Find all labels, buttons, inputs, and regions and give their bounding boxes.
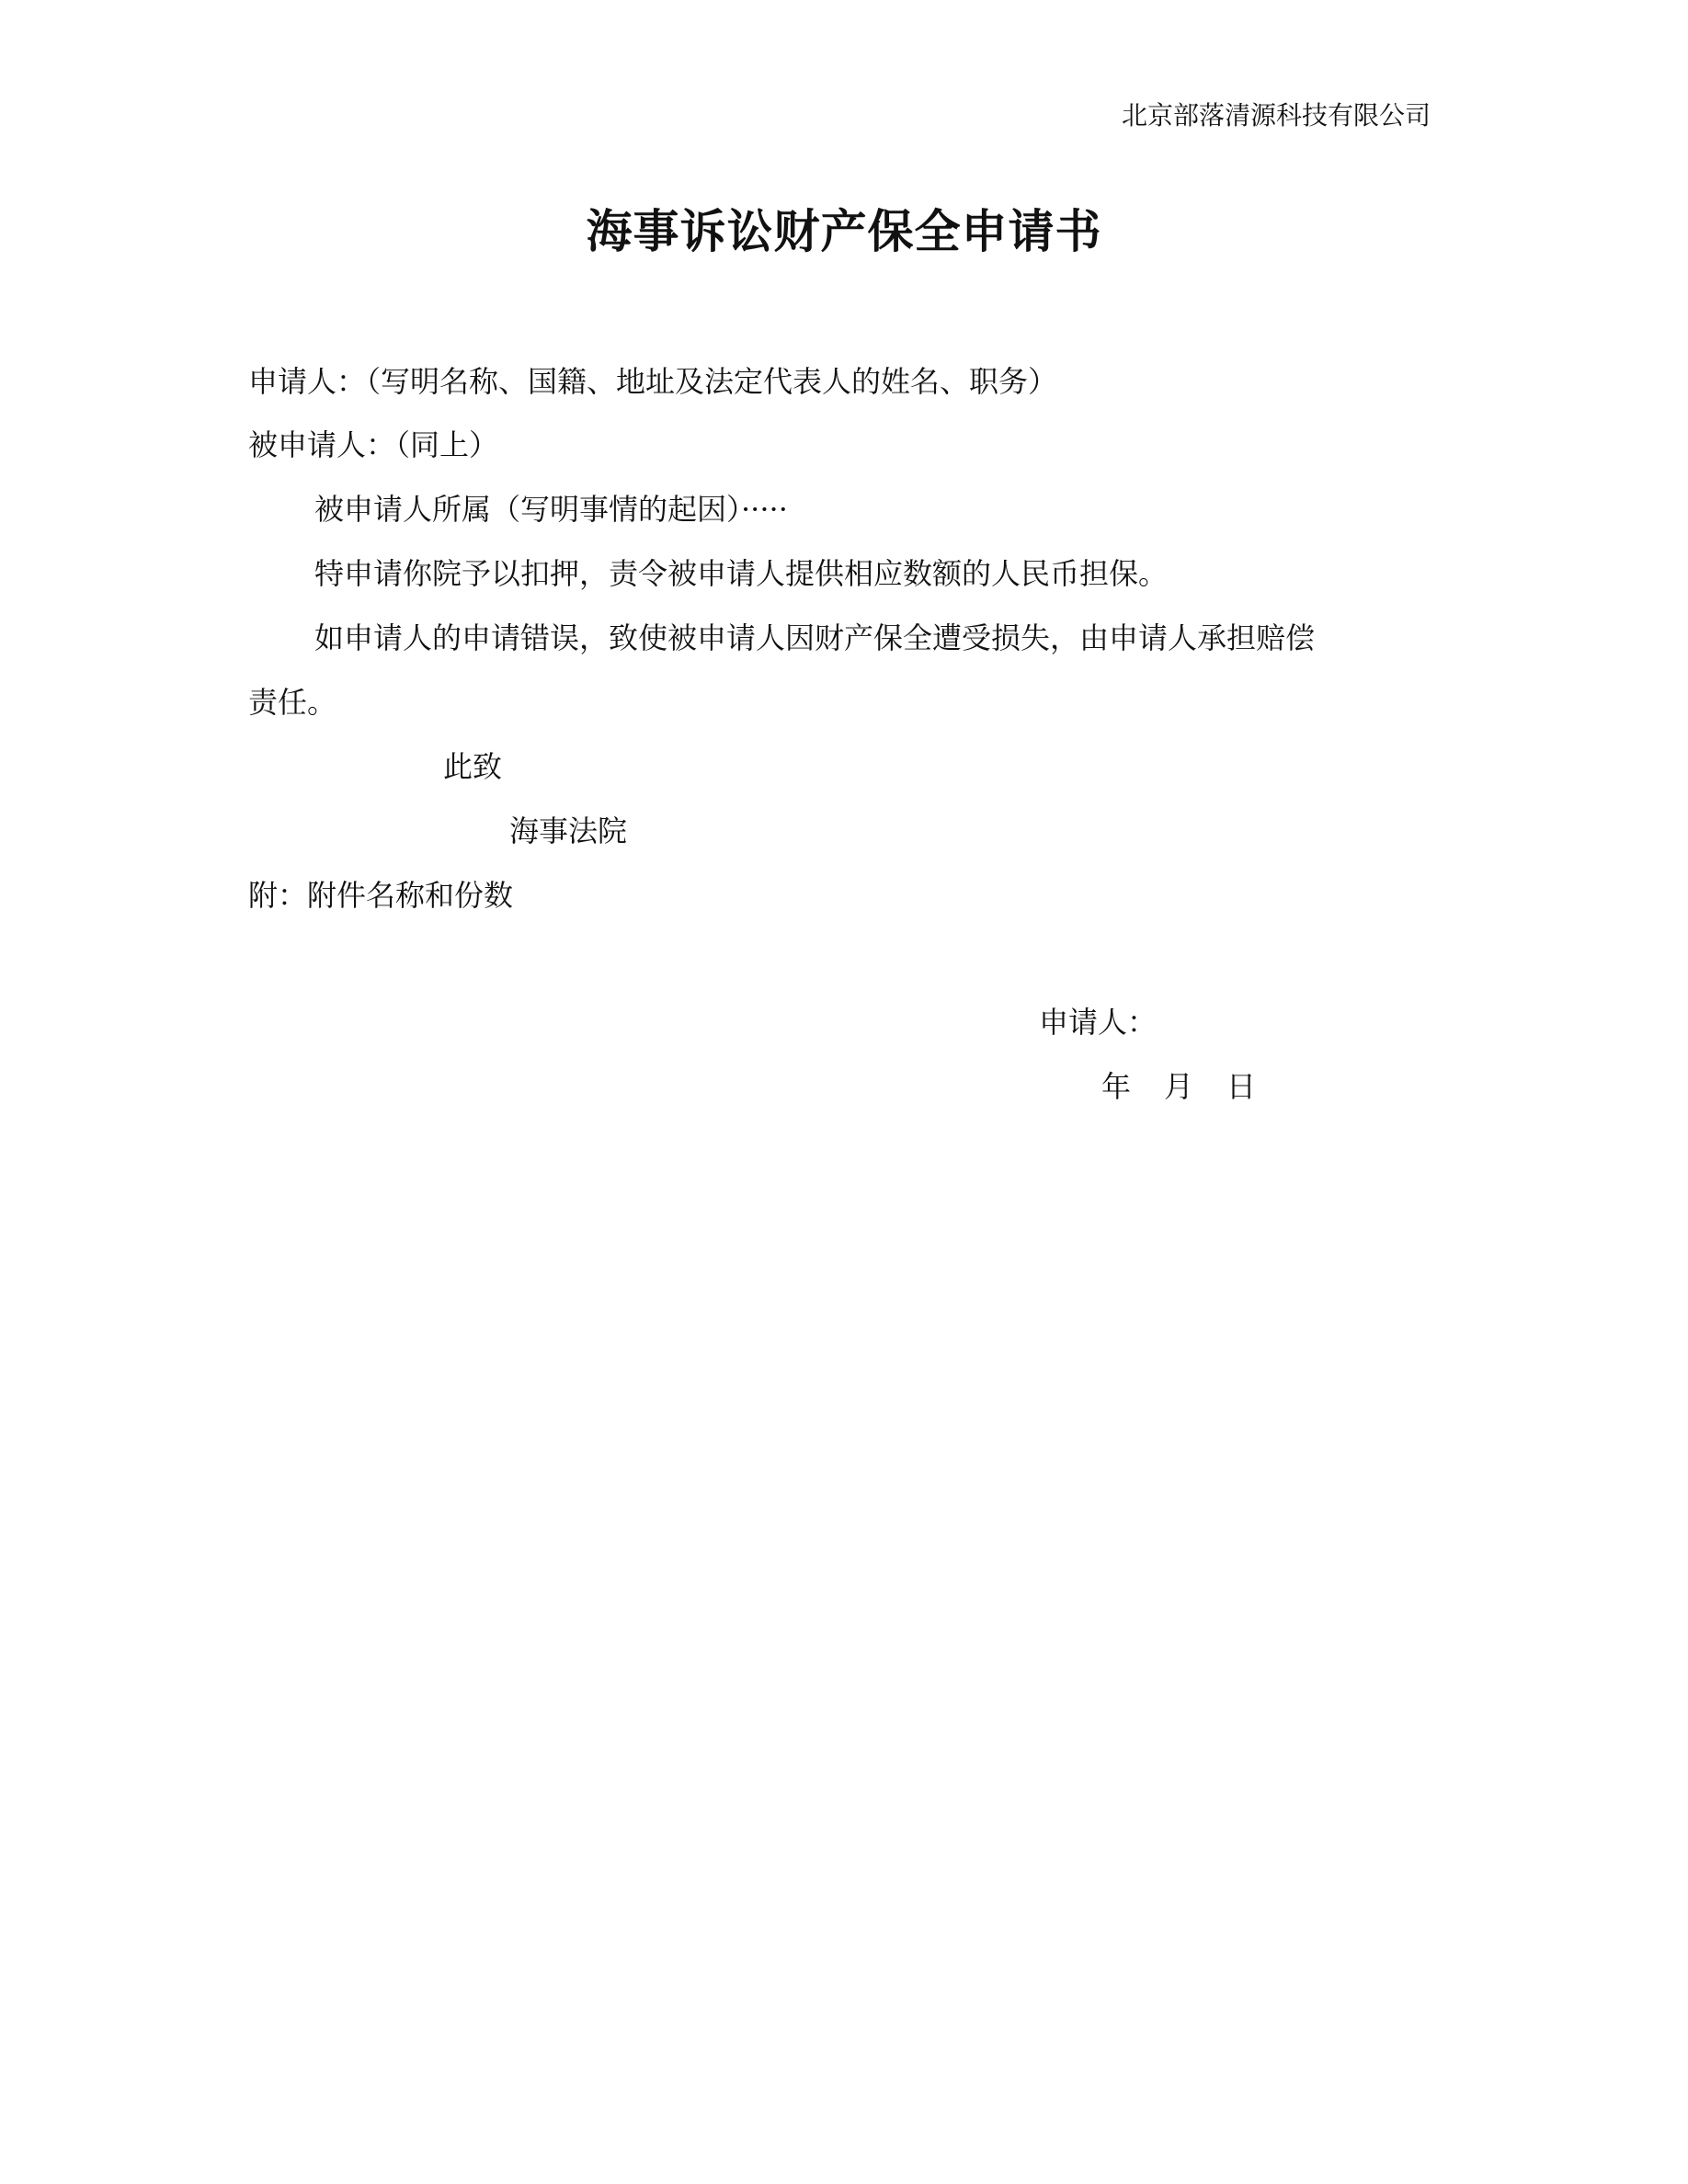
respondent-line: 被申请人：（同上）	[248, 427, 499, 462]
date-month: 月	[1164, 1069, 1194, 1104]
date-year: 年	[1101, 1069, 1132, 1104]
request-line: 特申请你院予以扣押，责令被申请人提供相应数额的人民币担保。	[314, 556, 1169, 591]
liability-line-2: 责任。	[248, 685, 337, 720]
court-line: 海事法院	[509, 813, 628, 848]
company-header: 北京部落清源科技有限公司	[1121, 100, 1431, 131]
liability-line-1: 如申请人的申请错误，致使被申请人因财产保全遭受损失，由申请人承担赔偿	[314, 620, 1316, 655]
signature-label: 申请人：	[1039, 1005, 1158, 1040]
attachment-line: 附：附件名称和份数	[248, 878, 514, 913]
date-day: 日	[1226, 1069, 1257, 1104]
document-title: 海事诉讼财产保全申请书	[586, 204, 1102, 258]
cause-line: 被申请人所属（写明事情的起因）·····	[314, 492, 788, 527]
date-line	[1101, 1066, 1256, 1107]
applicant-line: 申请人：（写明名称、国籍、地址及法定代表人的姓名、职务）	[248, 364, 1058, 399]
greeting-line: 此致	[443, 749, 503, 784]
